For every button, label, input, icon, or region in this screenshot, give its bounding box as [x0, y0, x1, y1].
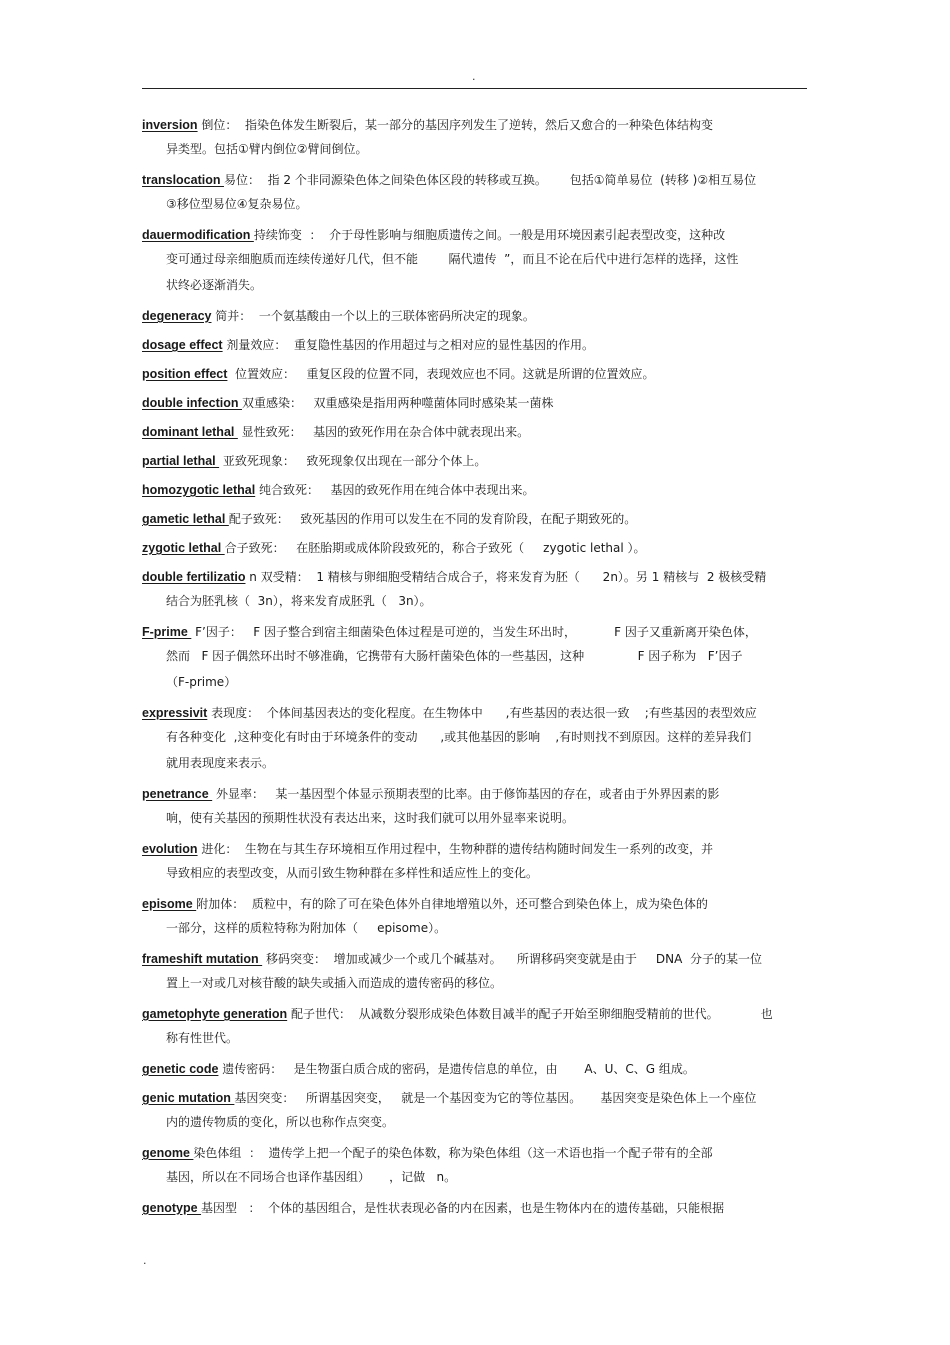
- entry-term: position effect: [142, 367, 228, 381]
- entry-definition-text: 然而 F 因子偶然环出时不够准确，它携带有大肠杆菌染色体的一些基因，这种 F 因子称为 F’因子: [166, 649, 743, 663]
- entry-continuation-line: [142, 588, 808, 614]
- glossary-entry: [142, 1003, 808, 1051]
- entry-definition-text: 表现度： 个体间基因表达的变化程度。在生物体中 ,有些基因的表达很一致 ;有些基因的表型效应: [207, 706, 757, 720]
- entry-definition-text: 配子致死： 致死基因的作用可以发生在不同的发育阶段，在配子期致死的。: [228, 512, 637, 526]
- entry-definition-text: 有各种变化 ,这种变化有时由于环境条件的变动 ,或其他基因的影响 ,有时则找不到原因。这样的差异我们: [166, 730, 752, 744]
- entry-definition-text: 移码突变： 增加或减少一个或几个碱基对。 所谓移码突变就是由于 DNA 分子的某一位: [262, 952, 762, 966]
- glossary-entry: [142, 479, 808, 501]
- entry-definition-text: 基因型 ： 个体的基因组合，是性状表现必备的内在因素，也是生物体内在的遗传基础，只能根据: [201, 1201, 725, 1215]
- entry-term: partial lethal: [142, 454, 220, 468]
- entry-first-line: [142, 1003, 808, 1025]
- entry-definition-text: 剂量效应： 重复隐性基因的作用超过与之相对应的显性基因的作用。: [222, 338, 595, 352]
- glossary-entries: [142, 114, 808, 1226]
- glossary-entry: [142, 1197, 808, 1219]
- entry-definition-text: 合子致死： 在胚胎期或成体阶段致死的，称合子致死（ zygotic lethal ）。: [224, 541, 646, 555]
- entry-first-line: [142, 838, 808, 860]
- entry-first-line: [142, 421, 808, 443]
- entry-definition-text: 基因，所以在不同场合也译作基因组） ，记做 n。: [166, 1170, 457, 1184]
- glossary-entry: [142, 1087, 808, 1135]
- entry-first-line: [142, 450, 808, 472]
- entry-term: F-prime: [142, 625, 192, 639]
- entry-continuation-line: [142, 1025, 808, 1051]
- glossary-entry: [142, 392, 808, 414]
- entry-term: penetrance: [142, 787, 213, 801]
- entry-first-line: [142, 114, 808, 136]
- glossary-entry: [142, 537, 808, 559]
- entry-definition-text: F’因子： F 因子整合到宿主细菌染色体过程是可逆的，当发生环出时， F 因子又重新离开染色体，: [191, 625, 757, 639]
- entry-term: zygotic lethal: [142, 541, 225, 555]
- entry-first-line: [142, 1142, 808, 1164]
- entry-term: frameshift mutation: [142, 952, 263, 966]
- footer-mark: .: [143, 1254, 147, 1267]
- entry-definition-text: 显性致死： 基因的致死作用在杂合体中就表现出来。: [237, 425, 530, 439]
- entry-definition-text: 双重感染： 双重感染是指用两种噬菌体同时感染某一菌株: [242, 396, 554, 410]
- entry-term: degeneracy: [142, 309, 212, 323]
- entry-term: gametophyte generation: [142, 1007, 288, 1021]
- entry-term: double infection: [142, 396, 242, 410]
- entry-definition-text: 变可通过母亲细胞质而连续传递好几代，但不能 隔代遗传 ”，而且不论在后代中进行怎样的选择，这性: [166, 252, 739, 266]
- entry-continuation-line: [142, 1109, 808, 1135]
- glossary-entry: [142, 450, 808, 472]
- entry-definition-text: ③移位型易位④复杂易位。: [166, 197, 308, 211]
- entry-definition-text: 导致相应的表型改变，从而引致生物种群在多样性和适应性上的变化。: [166, 866, 539, 880]
- glossary-entry: [142, 1058, 808, 1080]
- entry-continuation-line: [142, 136, 808, 162]
- entry-definition-text: 倒位： 指染色体发生断裂后，某一部分的基因序列发生了逆转，然后又愈合的一种染色体结构变: [197, 118, 714, 132]
- entry-continuation-line: [142, 860, 808, 886]
- header-rule: [142, 88, 807, 89]
- entry-first-line: [142, 334, 808, 356]
- entry-definition-text: 称有性世代。: [166, 1031, 239, 1045]
- glossary-entry: [142, 948, 808, 996]
- header-mark: .: [472, 70, 476, 83]
- entry-definition-text: 基因突变： 所谓基因突变， 就是一个基因变为它的等位基因。 基因突变是染色体上一个座位: [234, 1091, 757, 1105]
- glossary-entry: [142, 305, 808, 327]
- entry-term: homozygotic lethal: [142, 483, 256, 497]
- entry-definition-text: 附加体： 质粒中，有的除了可在染色体外自律地增殖以外，还可整合到染色体上，成为染色体的: [196, 897, 708, 911]
- entry-term: expressivit: [142, 706, 208, 720]
- entry-definition-text: 遗传密码： 是生物蛋白质合成的密码，是遗传信息的单位，由 A、U、C、G 组成。: [218, 1062, 695, 1076]
- entry-term: gametic lethal: [142, 512, 229, 526]
- entry-continuation-line: [142, 970, 808, 996]
- entry-term: genic mutation: [142, 1091, 235, 1105]
- entry-continuation-line: [142, 669, 808, 695]
- entry-definition-text: 配子世代： 从减数分裂形成染色体数目减半的配子开始至卵细胞受精前的世代。 也: [287, 1007, 773, 1021]
- entry-term: dauermodification: [142, 228, 254, 242]
- glossary-entry: [142, 363, 808, 385]
- entry-definition-text: 染色体组 ： 遗传学上把一个配子的染色体数，称为染色体组（这一术语也指一个配子带有的全部: [193, 1146, 713, 1160]
- entry-definition-text: 一部分，这样的质粒特称为附加体（ episome）。: [166, 921, 447, 935]
- glossary-entry: [142, 621, 808, 695]
- entry-term: evolution: [142, 842, 198, 856]
- entry-definition-text: 响，使有关基因的预期性状没有表达出来，这时我们就可以用外显率来说明。: [166, 811, 575, 825]
- entry-definition-text: 异类型。包括①臂内倒位②臂间倒位。: [166, 142, 368, 156]
- entry-definition-text: 简并： 一个氨基酸由一个以上的三联体密码所决定的现象。: [211, 309, 535, 323]
- entry-first-line: [142, 224, 808, 246]
- entry-definition-text: 就用表现度来表示。: [166, 756, 275, 770]
- entry-term: double fertilizatio: [142, 570, 246, 584]
- entry-continuation-line: [142, 272, 808, 298]
- entry-definition-text: 结合为胚乳核（ 3n），将来发育成胚乳（ 3n）。: [166, 594, 432, 608]
- entry-first-line: [142, 392, 808, 414]
- entry-first-line: [142, 948, 808, 970]
- glossary-entry: [142, 334, 808, 356]
- glossary-entry: [142, 1142, 808, 1190]
- entry-first-line: [142, 566, 808, 588]
- entry-term: dominant lethal: [142, 425, 238, 439]
- entry-first-line: [142, 363, 808, 385]
- entry-first-line: [142, 1197, 808, 1219]
- entry-first-line: [142, 169, 808, 191]
- glossary-entry: [142, 893, 808, 941]
- entry-definition-text: 位置效应： 重复区段的位置不同，表现效应也不同。这就是所谓的位置效应。: [227, 367, 655, 381]
- glossary-entry: [142, 838, 808, 886]
- entry-definition-text: 外显率： 某一基因型个体显示预期表型的比率。由于修饰基因的存在，或者由于外界因素的影: [212, 787, 720, 801]
- glossary-entry: [142, 508, 808, 530]
- glossary-entry: [142, 566, 808, 614]
- glossary-entry: [142, 421, 808, 443]
- entry-definition-text: n 双受精： 1 精核与卵细胞受精结合成合子，将来发育为胚（ 2n）。另 1 精核与 2 极核受精: [245, 570, 767, 584]
- entry-first-line: [142, 783, 808, 805]
- glossary-entry: [142, 224, 808, 298]
- glossary-entry: [142, 169, 808, 217]
- entry-first-line: [142, 893, 808, 915]
- entry-term: genotype: [142, 1201, 202, 1215]
- entry-definition-text: 易位： 指 2 个非同源染色体之间染色体区段的转移或互换。 包括①简单易位 (转移 )②相互易位: [223, 173, 757, 187]
- entry-definition-text: （F-prime）: [166, 675, 237, 689]
- entry-definition-text: 亚致死现象： 致死现象仅出现在一部分个体上。: [219, 454, 487, 468]
- entry-continuation-line: [142, 805, 808, 831]
- entry-definition-text: 置上一对或几对核苷酸的缺失或插入而造成的遗传密码的移位。: [166, 976, 503, 990]
- glossary-entry: [142, 114, 808, 162]
- entry-first-line: [142, 479, 808, 501]
- entry-continuation-line: [142, 750, 808, 776]
- entry-first-line: [142, 508, 808, 530]
- entry-definition-text: 持续饰变 ： 介于母性影响与细胞质遗传之间。一般是用环境因素引起表型改变，这种改: [253, 228, 726, 242]
- entry-first-line: [142, 1058, 808, 1080]
- entry-first-line: [142, 1087, 808, 1109]
- entry-term: episome: [142, 897, 197, 911]
- entry-definition-text: 进化： 生物在与其生存环境相互作用过程中，生物种群的遗传结构随时间发生一系列的改变，并: [197, 842, 714, 856]
- entry-first-line: [142, 621, 808, 643]
- entry-term: inversion: [142, 118, 198, 132]
- entry-continuation-line: [142, 1164, 808, 1190]
- entry-continuation-line: [142, 191, 808, 217]
- glossary-entry: [142, 702, 808, 776]
- entry-first-line: [142, 305, 808, 327]
- entry-term: genetic code: [142, 1062, 219, 1076]
- entry-term: genome: [142, 1146, 194, 1160]
- entry-term: translocation: [142, 173, 224, 187]
- entry-definition-text: 内的遗传物质的变化，所以也称作点突变。: [166, 1115, 395, 1129]
- entry-continuation-line: [142, 246, 808, 272]
- entry-continuation-line: [142, 915, 808, 941]
- entry-continuation-line: [142, 724, 808, 750]
- entry-continuation-line: [142, 643, 808, 669]
- entry-definition-text: 状终必逐渐消失。: [166, 278, 263, 292]
- entry-first-line: [142, 702, 808, 724]
- glossary-entry: [142, 783, 808, 831]
- entry-term: dosage effect: [142, 338, 223, 352]
- entry-definition-text: 纯合致死： 基因的致死作用在纯合体中表现出来。: [255, 483, 535, 497]
- entry-first-line: [142, 537, 808, 559]
